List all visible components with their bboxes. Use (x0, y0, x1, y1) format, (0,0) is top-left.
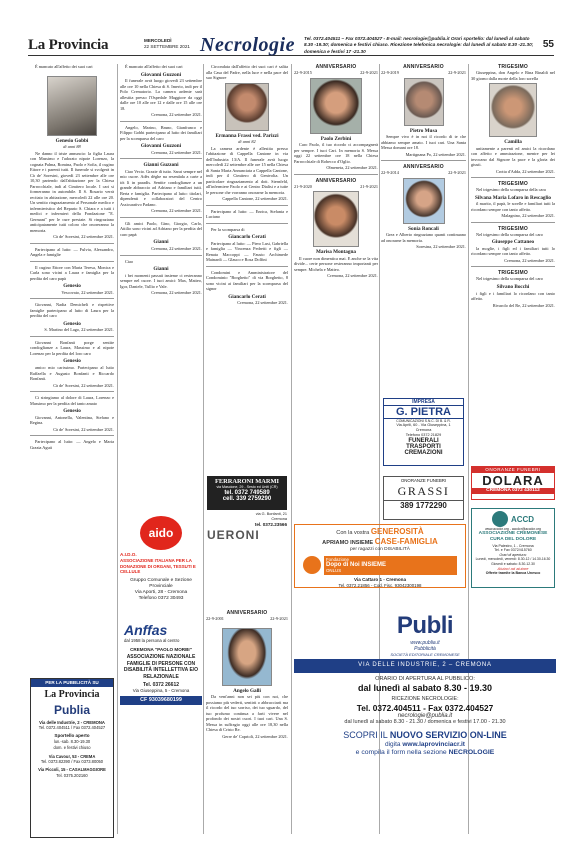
column-2 (120, 64, 202, 504)
portrait-photo (310, 78, 362, 134)
condolence: Ci stringiamo al dolore di Laura, Lorenzo e Massimo per la perdita del tanto amato Genesio Giovanni, Antonella, Valentina, Stefano e Regina. Cà de' Soresini, 22 settembre 2021. (30, 395, 114, 432)
case-famiglia-ad[interactable]: Con la vostra GENEROSITÀ APRIAMO INSIEME CASE-FAMIGLIA per ragazzi con DISABILITÀ Fondazione Dopo di Noi INSIEME ONLUS Via Cattaro 1 - Cremona Tel. 0372.21856 - Cod. Fisc. 93042300198 (294, 524, 466, 588)
condolence: Gianni Guzzoni Ciao Vecio. Grazie di tutto. Sarai sempre nel mio cuore. Adès dèghe na resentàda a carte a tòt lì in paradìs. Sentite condoglianze a un grande abbraccio ad Adriano e familiari tutti. Berta e famiglia. Partecipano al lutto: titolari, dipendenti e collaboratori del Centro Assicurativo Padano. Cremona, 22 settembre 2021. (120, 162, 202, 214)
condolence: Partecipano al lutto: — Enrica, Stefania e Luciano (206, 208, 288, 220)
hearts-icon (303, 556, 321, 574)
ueroni-ad[interactable]: via G. Bonfanti, 21 Cremona tel. 0372.23566 UERONI (207, 512, 287, 542)
aido-logo: aido (140, 516, 182, 550)
advertising-box[interactable]: PER LA PUBBLICITÀ SU La Provincia Publia Via delle Industrie, 2 - CREMONA Tel. 0372.404511 / Fax 0372.404527 Sportello aperto lun.-sab. 8.30-19.30 dom. e festivi chiuso Via Cavour, 53 - CREMA Tel. 0373.82390 / Fax 0373.80050 Via Piccoli, 15 - CASALMAGGIORE Tel. 0375.202160 (30, 678, 114, 838)
accd-logo-icon (492, 511, 508, 527)
anniversary-notice: ANNIVERSARIO 22-9-2014 22-9-2021 Sonia Roncali Grea e Alberto ringraziano quanti continuano ad onorarne la memoria. Soresina, 22 settembre 2021. (381, 164, 466, 250)
column-4 (294, 64, 378, 394)
trigesimo-notice: TRIGESIMO Nel trigesimo della scomparsa del caro Giuseppe Cattaneo la moglie, i figli ed i familiari tutti lo ricordano sempre con tanto affetto. Cremona, 22 settembre 2021. (471, 225, 555, 263)
publia-logo: Publi (396, 612, 454, 639)
portrait-photo (313, 191, 359, 247)
page-number: 55 (542, 39, 554, 50)
condolence: Gli amici Paolo, Gino, Giorgio, Carlo, Attilio sono vicini ad Adriano per la perdita del caro papà Gianni Cremona, 22 settembre 2021. (120, 220, 202, 252)
trigesimo-notice: TRIGESIMO Nel trigesimo della scomparsa del caro Silvano Bocchi i figli e i familiari lo ricordano con tanto affetto. Rivarolo del Re, 22 settembre 2021. (471, 270, 555, 308)
aido-ad[interactable]: aido A.I.D.O. ASSOCIAZIONE ITALIANA PER LA DONAZIONE DI ORGANI, TESSUTI E CELLULE Gruppo Comunale e Sezione Provinciale Via Aporti, 28 - Cremona Telefono 0372 30493 (120, 514, 202, 614)
obituary: Circondata dall'affetto dei suoi cari è salita alla Casa del Padre, nella luce e nella pace del suo Signore Ermanna Frassi ved. Parizzi di anni 82 La camera ardente è allestita presso l'abitazione di Cappella Cantone in via dell'Industria 13/A. Il funerale avrà luogo mercoledì 22 settembre alle ore 15 nella Chiesa di Santa Maria Annunciata a Cappella Cantone, indi per il Cimitero di Genivolta. Un particolare ringraziamento al dott. Sternfeld, all'infermiere Paolo e ai Centro Dialisi e a tutte le persone che vorranno onorarne la memoria. Cappella Cantone, 22 settembre 2021. (206, 64, 288, 202)
publia-ad[interactable]: Publi www.publia.it Pubblicità SOCIETÀ EDITORIALE CREMONESE VIA DELLE INDUSTRIE, 2 – CREMONA ORARIO DI APERTURA AL PUBBLICO: dal lunedì al sabato 8.30 - 19.30 RICEZIONE NECROLOGIE: Tel. 0372.404511 - Fax 0372.404527 necrologie@publia.it dal lunedì al sabato 8.30 - 21.30 / domenica e festivi 17.00 - 21.30 SCOPRI IL NUOVO SERVIZIO ON-LINE digita www.laprovinciacr.it e compila il form nella sezione NECROLOGIE (294, 592, 556, 840)
website-link[interactable]: www.laprovinciacr.it (402, 741, 465, 749)
pietra-ad[interactable]: IMPRESA G. PIETRA COMUNICAZIONI S.N.C. DI B. & R. Via Aprili, 60 - Via Giuseppina, 1 Cremona Telefono 0372 21829 FUNERALI TRASPORTI CREMAZIONI (383, 398, 464, 466)
condolence: Ciao Gianni i bei momenti passati insieme ci resteranno sempre nel cuore. I tuoi amici: Max, Matteo, Igor, Daniele, Tullio e Vale. Cremona, 22 settembre 2021. (120, 258, 202, 296)
condolence: Giovanni Bonfanti porge sentite condoglianze a Laura, Massimo e al nipote Lorenzo per la perdita del loro caro Genesio amico mio carissimo. Partecipano al lutto Raffaella e Augusto Bonfanti e Riccardo Bonfanti. Cà de' Soresini, 22 settembre 2021. (30, 339, 114, 388)
obituary: È mancato all'affetto dei suoi cari Giovanni Guzzoni Il funerale avrà luogo giovedì 23 settembre alle ore 10 nella Chiesa di S. Imerio, indi per il Polo Crematorio. La camera ardente sarà allestita presso l'Ospedale Maggiore da oggi dalle ore 10 alle ore 12 e dalle ore 15 alle ore 18. Cremona, 22 settembre 2021. (120, 64, 202, 118)
newspaper-logo[interactable]: La Provincia (28, 37, 109, 53)
anffas-logo: Anffas (124, 622, 168, 638)
condolence: Angelo, Marino, Bruno, Gianfranco e Filippo Gobbi partecipano al lutto dei familiari per la scomparsa del caro Giovanni Guzzoni Cremona, 22 settembre 2021. (120, 124, 202, 155)
page-header (28, 34, 554, 56)
anniversary-notice: ANNIVERSARIO 21-9-2020 21-9-2021 Marisa Montagna Il cuore non dimentica mai. E anche se la vita divide... certe persone resteranno importanti per sempre. Michela e Matteo. Cremona, 22 settembre 2021. (294, 177, 378, 279)
portrait-photo (404, 78, 444, 126)
column-1 (30, 64, 114, 648)
column-3 (206, 64, 288, 474)
condolence: Giovanni, Nadia Demicheli e rispettive famiglie partecipano al lutto di Laura per la perdita del caro Genesio S. Martino del Lago, 22 settembre 2021. (30, 302, 114, 333)
anniversary-notice: ANNIVERSARIO 22-9-2019 22-9-2021 Pietro Musa Sempre vivo è in noi il ricordo di te che abbiamo sempre amato. I tuoi cari. Una Santa Messa domani ore 18. Martignana Po, 22 settembre 2021. (381, 64, 466, 157)
trigesimo-notice: TRIGESIMO Nel trigesimo della scomparsa della cara Silvana Maria Lofaro in Rescaglio il marito, il papà, le sorelle e familiari tutti la ricordano sempre con tanto affetto. Malagnino, 22 settembre 2021. (471, 181, 555, 219)
trigesimo-notice: TRIGESIMO Giuseppina, don Angelo e Rina Rinaldi nel 30 giorno dalla morte della loro sorella Camilla unitamente a parenti ed amici la ricordano con affetto e ammirazione, mentre per lei invocano dal Signore la pace e la gloria dei giusti. Crotta d'Adda, 22 settembre 2021. (471, 64, 555, 174)
grassi-ad[interactable]: ONORANZE FUNEBRI GRASSI 389 1772290 (383, 476, 464, 520)
condolence: Condomini e Amministratore del Condominio "Borghetto" di via Borghetto, 8 sono vicini ai familiari per la scomparsa del signor Giancarlo Cerati Cremona, 22 settembre 2021. (206, 269, 288, 306)
portrait-photo (489, 83, 537, 137)
condolence: Per la scomparsa di Giancarlo Cerati Partecipano al lutto: — Piero Lusi, Gabriella e famiglia — Vincenza Pedretti e figli — Renata Maccoppi — Fausto Archimede Mainardi — Glauco e Rosa Dolfini (206, 226, 288, 263)
condolence: Partecipano al lutto: — Fulvia, Alessandro, Angela e famiglie (30, 246, 114, 258)
column-6 (471, 64, 555, 454)
ferraroni-ad[interactable]: FERRARONI MARMI via Mascione, 29 - Sesto ed Uniti (CR) tel. 0372 749589 cell. 339 2759290 (207, 476, 287, 510)
anffas-ad[interactable]: Anffas dal 1958 la persona al centro CREMONA "PAOLO MORBI" ASSOCIAZIONE NAZIONALE FAMIGLIE DI PERSONE CON DISABILITÀ INTELLETTIVA E/O RELAZIONALE Tel. 0372 26612 Via Giuseppina, 5 - Cremona CF 93039680199 (120, 622, 202, 730)
accd-ad[interactable]: ACCD www.accdcr.org - accdcr@accdcr.org ASSOCIAZIONE CREMONESE CURA DEL DOLORE Via Palestro, 1 - Cremona Tel. e Fax 0372/415760 Orari di apertura: Lunedì, mercoledì, venerdì: 8.30-12 / 14.30-16.30 Giovedì e sabato: 8.30-12.30 Aiutaci ad aiutare Offerte tramite la Banca Unesco (471, 508, 555, 588)
publia-logo: Publia (53, 702, 90, 717)
column-5 (381, 64, 466, 384)
portrait-photo (403, 178, 445, 224)
portrait-photo (222, 628, 272, 686)
section-info: Tel. 0372.404511 – Fax 0372.404527 - E-mail: necrologie@publia.it Orari sportello: dal lunedì al sabato 8.30 -19.30; domenica e festivi chiuso. Ricezione telefonica necrologie: dal lunedì al sabato 8.30 -21.30; domenica e festivi 17 -21.30 (304, 36, 534, 54)
condolence: Partecipano al lutto: — Angelo e Maria Grazia Aguti (30, 439, 114, 450)
email-link[interactable]: necrologie@publia.it (397, 712, 453, 719)
anniversary-notice: ANNIVERSARIO 22-9-2015 22-9-2021 Paolo Zerbini Caro Paolo, il tuo ricordo ci accompagnerà per sempre. I tuoi Cari. In memoria S. Messa oggi 22 settembre ore 18 nella Chiesa Parrocchiale di Robecco d'Oglio. Olmeneta, 22 settembre 2021. (294, 64, 378, 171)
dolara-ad[interactable]: ONORANZE FUNEBRI DOLARA CREMONA 0372 430112 (471, 466, 555, 500)
phone-fax[interactable]: Tel. 0372.404511 - Fax 0372.404527 (356, 702, 494, 713)
issue-date: MERCOLEDÌ 22 SETTEMBRE 2021 (144, 38, 190, 49)
deceased-name: Genesio Gobbi (55, 137, 89, 144)
obituary: È mancato all'affetto dei suoi cari Genesio Gobbi di anni 88 Ne danno il triste annuncio: la figlia Laura con Massimo e l'adorato nipote Lorenzo, la cognata Palma, Romina, Paolo e Sofia, il cugino Ettore e i parenti tutti. Il funerale si svolgerà in Cà de' Soresini, giovedì 23 settembre alle ore 10,30 partendo dall'abitazione per la Chiesa Parrocchiale, indi al Cimitero locale. I cari si formeranno in autombile. Il S. Rosario verrà recitato in abitazione, mercoledì 22 alle ore 20. Un sentito ringraziamento al Personale medico e infermieristico del Reparto S. Chiara e a tutti i medici e infermieri della Fondazione "E. Germani" per le cure prestate. Si ringraziano anticipatamente tutti coloro che onoreranno la memoria. Cà de' Soresini, 22 settembre 2021. (30, 64, 114, 240)
portrait-photo (225, 83, 269, 131)
anniversary-notice: ANNIVERSARIO 22-9-2001 22-9-2021 Angelo Galli Da vent'anni non sei più con noi, che possiamo più vederti, sentirti o abbracciarti ma il ricordo del tuo sorriso, dei tuo sguardo, del tuo profumo continua a farti vivere nel profondo dei nostri cuori. I tuoi cari. Una S. Messa in suffragio oggi alle ore 18,30 nella Chiesa di Cristo Re. Gerre de' Caprioli, 22 settembre 2021. (206, 610, 288, 739)
portrait-photo (47, 76, 97, 136)
condolence: Il cugino Ettore con Maria Teresa, Monica e Carla sono vicini a Laura e famiglia per la perdita del caro papà Genesio Vescovato, 22 settembre 2021. (30, 264, 114, 295)
section-title: Necrologie (200, 34, 295, 56)
